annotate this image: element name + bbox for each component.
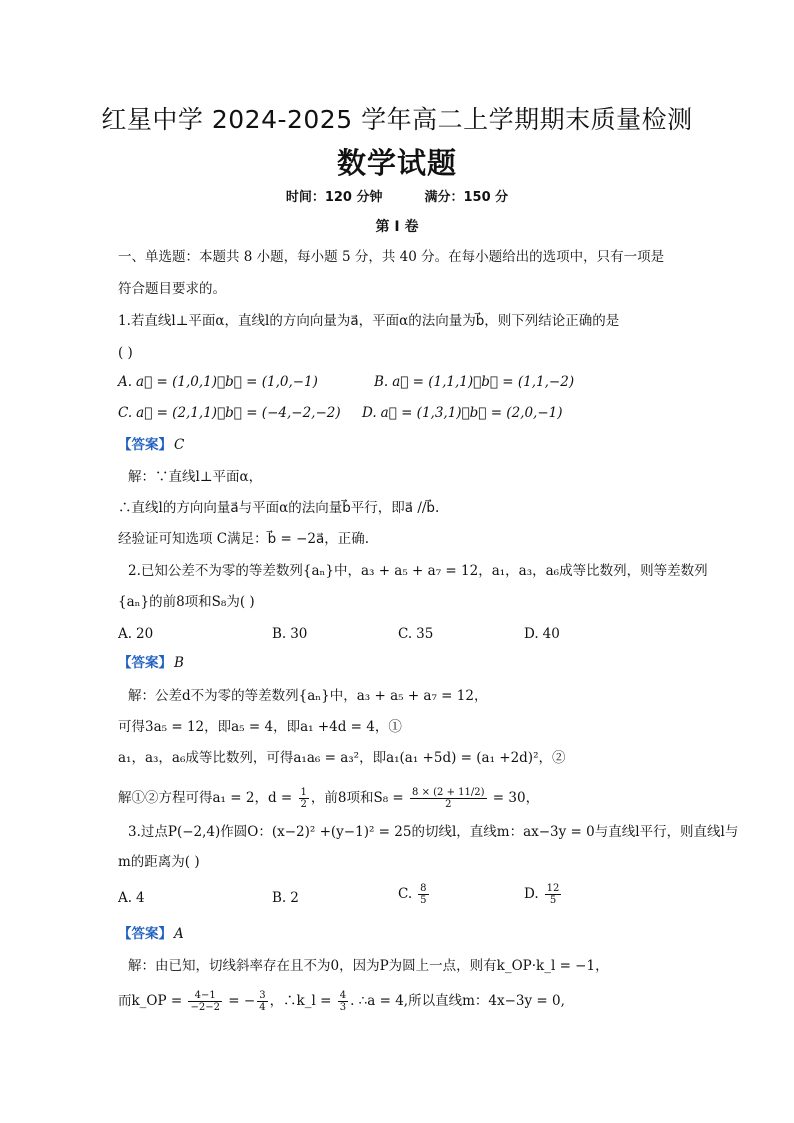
q2-option-d: D. 40 <box>524 626 560 642</box>
q2-solution-line3: a₁，a₃，a₆成等比数列，可得a₁a₆ = a₃²，即a₁(a₁ +5d) = (a₁ +2d)²，② <box>118 750 566 766</box>
exam-title: 红星中学 2024-2025 学年高二上学期期末质量检测 <box>101 105 693 134</box>
q1-solution-line2: ∴直线l的方向向量a⃗与平面α的法向量b⃗平行，即a⃗ //b⃗. <box>118 500 440 516</box>
q1-solution-line1: 解：∵直线l⊥平面α， <box>128 469 263 485</box>
q3-option-b: B. 2 <box>272 890 299 906</box>
q2-answer: 【答案】 B <box>118 655 184 671</box>
q2-solution-line4: 解①②方程可得a₁ = 2，d = $\frac{1}{2}$ ，前8项和S₈ = $\frac{8 \times (2 + 11/2)}{2}$ = 30， <box>118 787 540 810</box>
q3-option-a: A. 4 <box>118 890 145 906</box>
exam-meta <box>0 186 794 205</box>
fraction-s8: $\frac{8 \times (2 + 11/2)}{2}$ <box>412 787 485 810</box>
q1-stem: 1.若直线l⊥平面α，直线l的方向向量为a⃗，平面α的法向量为b⃗，则下列结论正确的是 <box>118 313 620 329</box>
q2-stem-line2: {aₙ}的前8项和S₈为( ) <box>118 594 255 610</box>
exam-score: 满分：150 分 <box>424 190 509 205</box>
q2-option-a: A. 20 <box>118 626 154 642</box>
section-intro-line2: 符合题目要求的。 <box>118 281 226 297</box>
q2-solution-line1: 解：公差d不为零的等差数列{aₙ}中，a₃ + a₅ + a₇ = 12， <box>128 688 488 704</box>
q1-paren: ( ) <box>118 345 133 361</box>
q1-answer: 【答案】 C <box>118 437 185 453</box>
q2-solution-line2: 可得3a₅ = 12，即a₅ = 4，即a₁ +4d = 4，① <box>118 719 402 735</box>
q1-option-c: C. a⃗ = (2,1,1)，b⃗ = (−4,−2,−2) <box>118 405 341 421</box>
q3-stem-line1: 3.过点P(−2,4)作圆O：(x−2)² +(y−1)² = 25的切线l，直线m：ax−3y = 0与直线l平行，则直线l与 <box>128 824 739 840</box>
q3-solution-line1: 解：由已知，切线斜率存在且不为0，因为P为圆上一点，则有k_OP·k_l = −1， <box>128 958 609 974</box>
volume-heading: 第 I 卷 <box>375 219 419 235</box>
q3-answer: 【答案】 A <box>118 926 184 942</box>
q3-solution-line2: 而k_OP = $\frac{4-1}{-2-2}$ = − $\frac{3}{4}$ ，∴k_l = $\frac{4}{3}$ . ∴a = 4,所以直线m：4x−3y = 0, <box>118 990 565 1013</box>
q1-option-b: B. a⃗ = (1,1,1)，b⃗ = (1,1,−2) <box>374 374 575 390</box>
q1-solution-line3: 经验证可知选项 C满足：b⃗ = −2a⃗，正确. <box>118 531 370 547</box>
q2-option-b: B. 30 <box>272 626 308 642</box>
exam-subtitle: 数学试题 <box>336 146 457 180</box>
q1-option-a: A. a⃗ = (1,0,1)，b⃗ = (1,0,−1) <box>118 374 318 390</box>
q3-option-d: D. $\frac{12}{5}$ <box>524 883 560 906</box>
exam-time: 时间：120 分钟 <box>285 190 383 205</box>
q2-option-c: C. 35 <box>398 626 434 642</box>
section-intro-line1: 一、单选题：本题共 8 小题，每小题 5 分，共 40 分。在每小题给出的选项中，只有一项是 <box>118 249 665 265</box>
q2-stem-line1: 2.已知公差不为零的等差数列{aₙ}中，a₃ + a₅ + a₇ = 12，a₁，a₃，a₆成等比数列，则等差数列 <box>128 563 708 579</box>
q1-option-d: D. a⃗ = (1,3,1)，b⃗ = (2,0,−1) <box>362 405 563 421</box>
fraction-half: $\frac{1}{2}$ <box>300 787 307 810</box>
q3-option-c: C. $\frac{8}{5}$ <box>398 883 427 906</box>
q3-stem-line2: m的距离为( ) <box>118 854 200 870</box>
